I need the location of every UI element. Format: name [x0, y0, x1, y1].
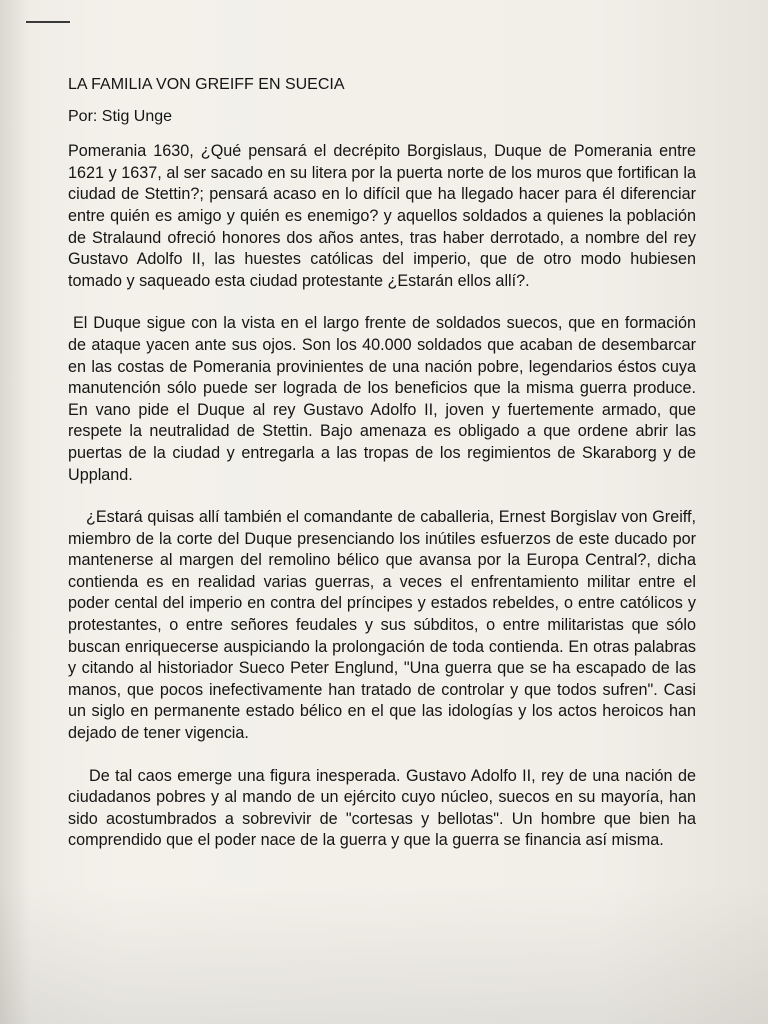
paragraph-4: De tal caos emerge una figura inesperada. Gustavo Adolfo II, rey de una nación de ciudadanos pobres y al mando de un ejército cuyo núcleo, suecos en su mayoría, han sido acostumbrados a sobrevivir de "cortesas y bellotas". Un hombre que bien ha comprendido que el poder nace de la guerra y que la guerra se financia así misma. — [68, 766, 696, 850]
page-shadow — [0, 884, 768, 1024]
document-author: Por: Stig Unge — [68, 107, 173, 125]
paragraph-3: ¿Estará quisas allí también el comandante de caballeria, Ernest Borgislav von Greiff, miembro de la corte del Duque presenciando los inútiles esfuerzos de este ducado por mantenerse al margen del remolino bélico que avansa por la Europa Central?, dicha contienda es en realidad varias guerras, a veces el enfrentamiento militar entre el poder cental del imperio en contra del príncipes y estados rebeldes, o entre católicos y protestantes, o entre señores feudales y sus súbditos, o entre militaristas que sólo buscan enriquecerse auspiciando la prolongación de toda contienda. En otras palabras y citando al historiador Sueco Peter Englund, "Una guerra que se ha escapado de las manos, que pocos inefectivamente han tratado de controlar y que todos sufren". Casi un siglo en permanente estado bélico en el que las idologías y los actos heroicos han dejado de tener vigencia. — [68, 508, 696, 743]
document-title: LA FAMILIA VON GREIFF EN SUECIA — [68, 76, 345, 93]
paragraph-1: Pomerania 1630, ¿Qué pensará el decrépito Borgislaus, Duque de Pomerania entre 1621 y 1637, al ser sacado en su litera por la puerta norte de los muros que fortifican la ciudad de Stettin?; pensará acaso en lo difícil que ha llegado hacer para él diferenciar entre quién es amigo y quién es enemigo? y aquellos soldados a quienes la población de Stralaund ofreció honores dos años antes, tras haber derrotado, a nombre del rey Gustavo Adolfo II, las huestes católicas del imperio, que de otro modo hubiesen tomado y saqueado esta ciudad protestante ¿Estarán ellos allí?. — [68, 142, 696, 290]
paragraph-2: El Duque sigue con la vista en el largo frente de soldados suecos, que en formación de ataque yacen ante sus ojos. Son los 40.000 soldados que acaban de desembarcar en las costas de Pomerania provinientes de una nación pobre, legendarios éstos cuya manutención sólo puede ser lograda de los beneficios que la misma guerra produce. En vano pide el Duque al rey Gustavo Adolfo II, joven y fuertemente armado, que respete la neutralidad de Stettin. Bajo amenaza es obligado a que ordene abrir las puertas de la ciudad y entregarla a las tropas de los regimientos de Skaraborg y de Uppland. — [68, 314, 696, 484]
page-edge-mark — [26, 21, 70, 23]
document-body — [68, 74, 696, 873]
